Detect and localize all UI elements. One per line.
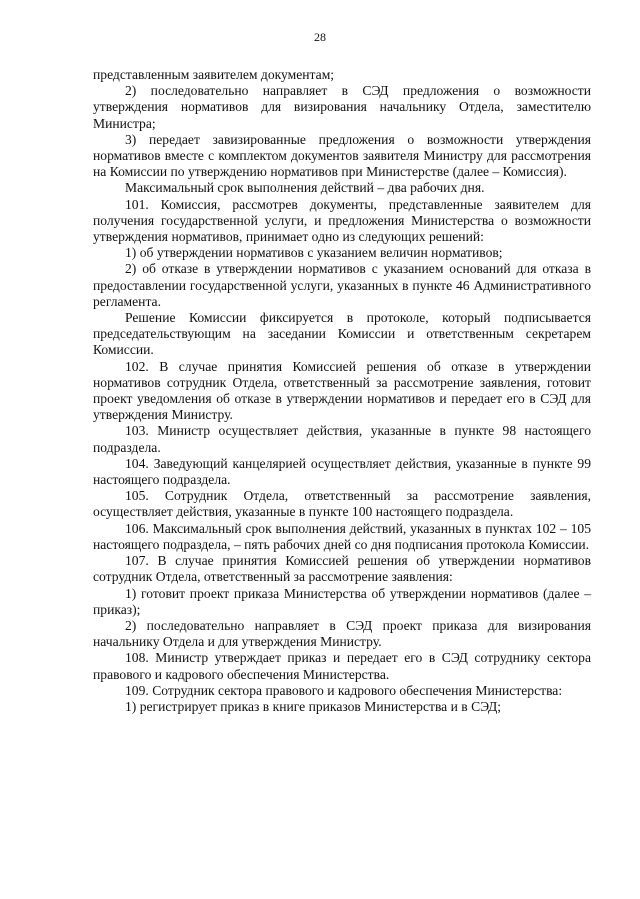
paragraph-item-108: 108. Министр утверждает приказ и передает его в СЭД сотруднику сектора правового и кадрового обеспечения Министерства. [93,650,591,682]
paragraph-item-106: 106. Максимальный срок выполнения действий, указанных в пунктах 102 – 105 настоящего подраздела, – пять рабочих дней со дня подписания протокола Комиссии. [93,520,591,552]
paragraph: 2) последовательно направляет в СЭД предложения о возможности утверждения нормативов для визирования начальнику Отдела, заместителю Министра; [93,83,591,131]
paragraph: 1) готовит проект приказа Министерства об утверждении нормативов (далее – приказ); [93,585,591,617]
paragraph: 1) регистрирует приказ в книге приказов Министерства и в СЭД; [125,698,502,714]
paragraph: 2) об отказе в утверждении нормативов с указанием оснований для отказа в предоставлении государственной услуги, указанных в пункте 46 Административного регламента. [93,261,591,309]
paragraph-item-104: 104. Заведующий канцелярией осуществляет действия, указанные в пункте 99 настоящего подраздела. [93,455,591,488]
paragraph-continuation: представленным заявителем документам; [93,67,335,82]
paragraph-item-105: 105. Сотрудник Отдела, ответственный за рассмотрение заявления, осуществляет действия, указанные в пункте 100 настоящего подраздела. [93,488,591,520]
document-body [93,67,591,715]
paragraph-item-101: 101. Комиссия, рассмотрев документы, представленные заявителем для получения государственной услуги, и предложения Министерства о возможности утверждения нормативов, принимает одно из следующих решений: [93,196,591,245]
paragraph: 3) передает завизированные предложения о возможности утверждения нормативов вместе с комплектом документов заявителя Министру для рассмотрения на Комиссии по утверждению нормативов при Министерстве (далее – Комиссия). [93,131,591,180]
paragraph-item-107: 107. В случае принятия Комиссией решения об утверждении нормативов сотрудник Отдела, ответственный за рассмотрение заявления: [93,553,591,585]
paragraph: 1) об утверждении нормативов с указанием величин нормативов; [125,245,503,261]
paragraph-item-103: 103. Министр осуществляет действия, указанные в пункте 98 настоящего подраздела. [93,423,591,455]
paragraph: 2) последовательно направляет в СЭД проект приказа для визирования начальнику Отдела и для утверждения Министру. [93,617,591,650]
paragraph: Решение Комиссии фиксируется в протоколе, который подписывается председательствующим на заседании Комиссии и ответственным секретарем Комиссии. [93,310,591,358]
page-number: 28 [314,30,326,44]
paragraph-item-109: 109. Сотрудник сектора правового и кадрового обеспечения Министерства: [125,682,563,698]
paragraph: Максимальный срок выполнения действий – два рабочих дня. [125,180,485,196]
paragraph-item-102: 102. В случае принятия Комиссией решения об отказе в утверждении нормативов сотрудник Отдела, ответственный за рассмотрение заявления, готовит проект уведомления об отказе в утверждении нормативов и передает его в СЭД для утверждения Министру. [93,358,591,423]
